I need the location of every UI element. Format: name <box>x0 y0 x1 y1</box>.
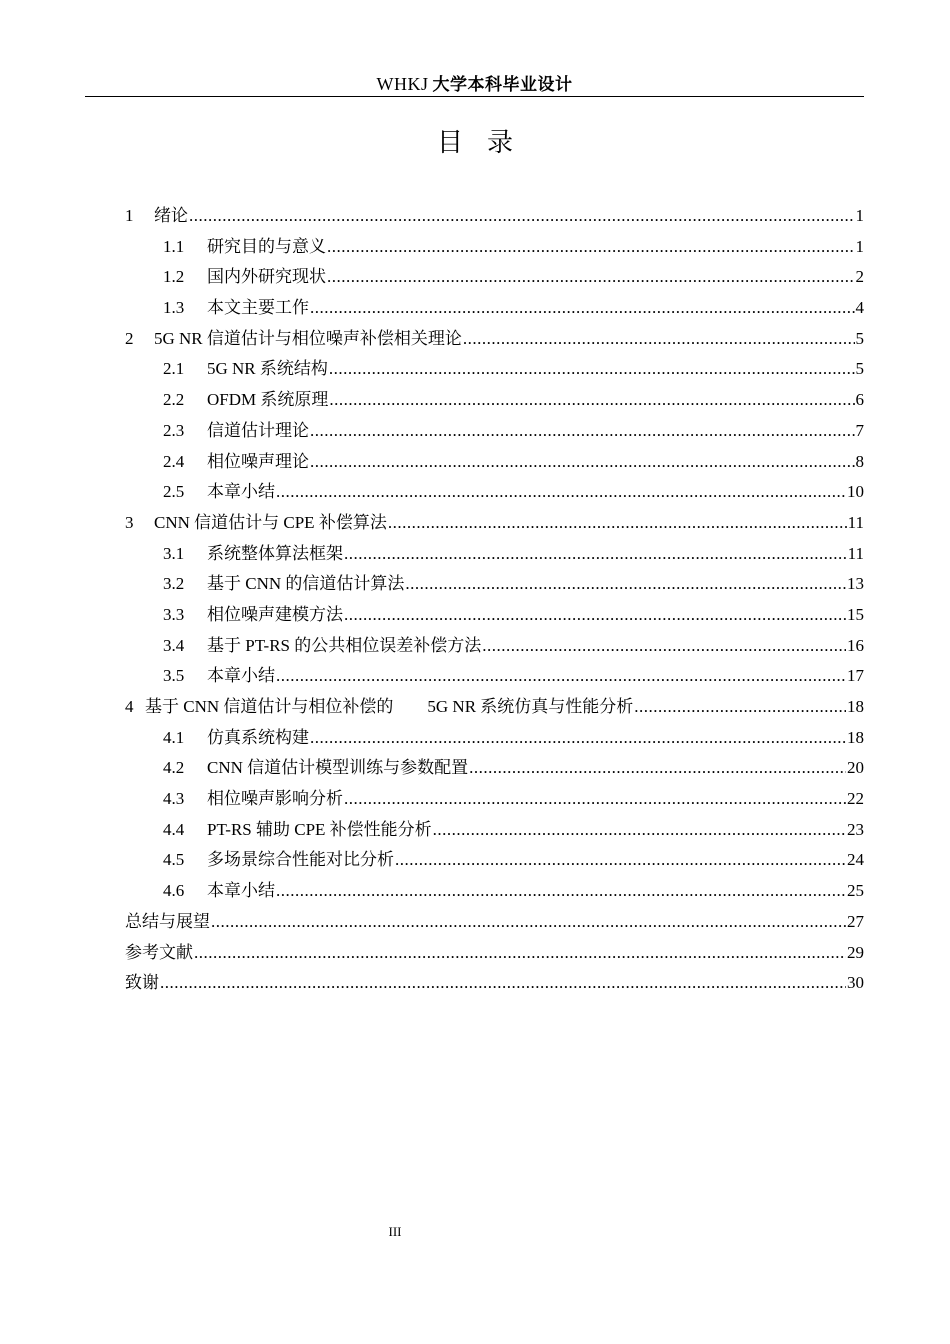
toc-entry-number: 2.5 <box>163 482 185 502</box>
toc-entry-title: 5G NR 系统结构 <box>207 359 328 379</box>
toc-entry-number: 4.1 <box>163 727 185 747</box>
toc-leader-dots <box>344 539 847 570</box>
toc-entry[interactable] <box>125 232 864 263</box>
toc-leader-dots <box>405 569 846 600</box>
page-header <box>85 72 864 97</box>
toc-entry-page: 18 <box>847 697 864 716</box>
toc-entry[interactable] <box>125 385 864 416</box>
toc-title: 目录 <box>436 128 537 157</box>
toc-entry[interactable] <box>125 508 864 539</box>
toc-entry-page: 15 <box>847 604 864 624</box>
toc-entry[interactable] <box>125 723 864 754</box>
toc-entry[interactable] <box>125 784 864 815</box>
toc-entry-page: 5 <box>855 328 864 348</box>
toc-entry-title: 信道估计理论 <box>207 420 309 440</box>
toc-entry-page: 8 <box>855 451 864 471</box>
toc-entry-title: 参考文献 <box>125 942 193 962</box>
toc-leader-dots <box>189 201 855 232</box>
toc-entry-page: 5 <box>855 359 864 379</box>
toc-leader-dots <box>310 416 855 447</box>
toc-entry-number: 1.2 <box>163 267 185 287</box>
toc-entry-page: 25 <box>847 881 864 901</box>
toc-entry-title: 本文主要工作 <box>207 298 309 318</box>
toc-entry-number: 4.3 <box>163 789 185 809</box>
toc-entry[interactable] <box>125 416 864 447</box>
toc-entry-page: 1 <box>855 206 864 225</box>
toc-entry-page: 22 <box>847 789 864 809</box>
toc-entry-page: 11 <box>847 512 864 532</box>
toc-entry-number: 2.4 <box>163 451 185 471</box>
toc-entry-page: 11 <box>847 543 864 563</box>
toc-entry[interactable] <box>125 661 864 692</box>
toc-entry[interactable] <box>125 354 864 385</box>
page-number: III <box>388 1224 402 1239</box>
toc-entry-title: 本章小结 <box>207 482 275 502</box>
toc-entry-page: 29 <box>847 942 864 962</box>
toc-leader-dots <box>310 723 846 754</box>
toc-entry-number: 4 <box>125 697 134 716</box>
toc-entry-page: 23 <box>847 819 864 839</box>
toc-entry-page: 4 <box>855 298 864 318</box>
toc-entry-number: 3.5 <box>163 666 185 686</box>
toc-entry[interactable] <box>125 262 864 293</box>
toc-entry-page: 13 <box>847 574 864 594</box>
toc-entry-number: 3.2 <box>163 574 185 594</box>
toc-entry-number: 3.3 <box>163 604 185 624</box>
toc-entry[interactable] <box>125 201 864 232</box>
toc-entry-number: 2.1 <box>163 359 185 379</box>
toc-leader-dots <box>395 845 846 876</box>
toc-entry-title: 基于 PT-RS 的公共相位误差补偿方法 <box>207 635 482 655</box>
toc-entry[interactable] <box>125 968 864 999</box>
toc-entry-title: 本章小结 <box>207 666 275 686</box>
toc-leader-dots <box>276 661 846 692</box>
toc-leader-dots <box>634 692 846 723</box>
toc-leader-dots <box>482 631 846 662</box>
toc-entry-title: 相位噪声理论 <box>207 451 309 471</box>
toc-entry[interactable] <box>125 324 864 355</box>
toc-entry[interactable] <box>125 293 864 324</box>
toc-entry-page: 1 <box>855 236 864 256</box>
toc-leader-dots <box>344 600 846 631</box>
toc-entry-number: 4.5 <box>163 850 185 870</box>
toc-entry-title: PT-RS 辅助 CPE 补偿性能分析 <box>207 819 432 839</box>
toc-entry-title: 系统整体算法框架 <box>207 543 343 563</box>
toc-leader-dots <box>276 876 846 907</box>
toc-leader-dots <box>276 477 846 508</box>
toc-leader-dots <box>327 262 855 293</box>
toc-entry[interactable] <box>125 447 864 478</box>
toc-entry-page: 18 <box>847 727 864 747</box>
toc-entry[interactable] <box>125 876 864 907</box>
table-of-contents <box>125 201 864 999</box>
toc-entry-page: 2 <box>855 267 864 287</box>
toc-entry[interactable] <box>125 907 864 938</box>
toc-entry-title: 致谢 <box>125 973 159 993</box>
toc-entry-number: 3 <box>125 512 134 532</box>
toc-entry-page: 24 <box>847 850 864 870</box>
toc-entry-page: 7 <box>855 420 864 440</box>
toc-entry-title: 相位噪声影响分析 <box>207 789 343 809</box>
toc-leader-dots <box>329 354 855 385</box>
toc-entry-title: 本章小结 <box>207 881 275 901</box>
toc-entry[interactable] <box>125 600 864 631</box>
toc-entry-number: 4.6 <box>163 881 185 901</box>
toc-entry-number: 4.4 <box>163 819 185 839</box>
toc-entry-number: 3.4 <box>163 635 185 655</box>
toc-entry-title: 仿真系统构建 <box>207 727 309 747</box>
toc-entry-page: 17 <box>847 666 864 686</box>
toc-entry-title: 相位噪声建模方法 <box>207 604 343 624</box>
toc-entry-title: 总结与展望 <box>125 911 210 931</box>
toc-entry-page: 16 <box>847 635 864 655</box>
toc-entry-page: 27 <box>847 911 864 931</box>
toc-leader-dots <box>388 508 847 539</box>
toc-leader-dots <box>329 385 854 416</box>
toc-entry[interactable] <box>125 631 864 662</box>
header-latin: WHKJ <box>376 74 429 94</box>
toc-entry-page: 20 <box>847 758 864 778</box>
toc-entry[interactable] <box>125 845 864 876</box>
toc-entry[interactable] <box>125 692 864 723</box>
toc-entry-title: 基于 CNN 信道估计与相位补偿的 5G NR 系统仿真与性能分析 <box>145 697 634 716</box>
toc-entry[interactable] <box>125 477 864 508</box>
toc-leader-dots <box>344 784 846 815</box>
toc-entry[interactable] <box>125 569 864 600</box>
toc-entry-title: CNN 信道估计与 CPE 补偿算法 <box>154 512 387 532</box>
toc-leader-dots <box>327 232 855 263</box>
toc-entry-number: 1.3 <box>163 298 185 318</box>
toc-entry[interactable] <box>125 815 864 846</box>
toc-entry[interactable] <box>125 753 864 784</box>
toc-entry-page: 6 <box>855 390 864 410</box>
toc-entry[interactable] <box>125 938 864 969</box>
toc-entry-number: 1 <box>125 206 134 225</box>
toc-entry[interactable] <box>125 539 864 570</box>
toc-entry-number: 2 <box>125 328 134 348</box>
toc-entry-title: 研究目的与意义 <box>207 236 326 256</box>
toc-entry-number: 2.3 <box>163 420 185 440</box>
toc-leader-dots <box>463 324 855 355</box>
toc-entry-page: 10 <box>847 482 864 502</box>
toc-entry-page: 30 <box>847 973 864 993</box>
toc-entry-number: 1.1 <box>163 236 185 256</box>
toc-leader-dots <box>469 753 846 784</box>
header-title: 大学本科毕业设计 <box>432 75 573 95</box>
toc-entry-title: 多场景综合性能对比分析 <box>207 850 394 870</box>
toc-leader-dots <box>194 938 846 969</box>
toc-leader-dots <box>160 968 846 999</box>
toc-leader-dots <box>433 815 846 846</box>
toc-entry-number: 2.2 <box>163 390 185 410</box>
toc-leader-dots <box>211 907 846 938</box>
toc-entry-title: 国内外研究现状 <box>207 267 326 287</box>
toc-entry-number: 4.2 <box>163 758 185 778</box>
toc-entry-title: 5G NR 信道估计与相位噪声补偿相关理论 <box>154 328 462 348</box>
toc-leader-dots <box>310 293 855 324</box>
toc-entry-number: 3.1 <box>163 543 185 563</box>
toc-entry-title: 绪论 <box>154 206 188 225</box>
toc-entry-title: 基于 CNN 的信道估计算法 <box>207 574 405 594</box>
toc-leader-dots <box>310 447 855 478</box>
toc-entry-title: OFDM 系统原理 <box>207 390 329 410</box>
toc-entry-title: CNN 信道估计模型训练与参数配置 <box>207 758 469 778</box>
